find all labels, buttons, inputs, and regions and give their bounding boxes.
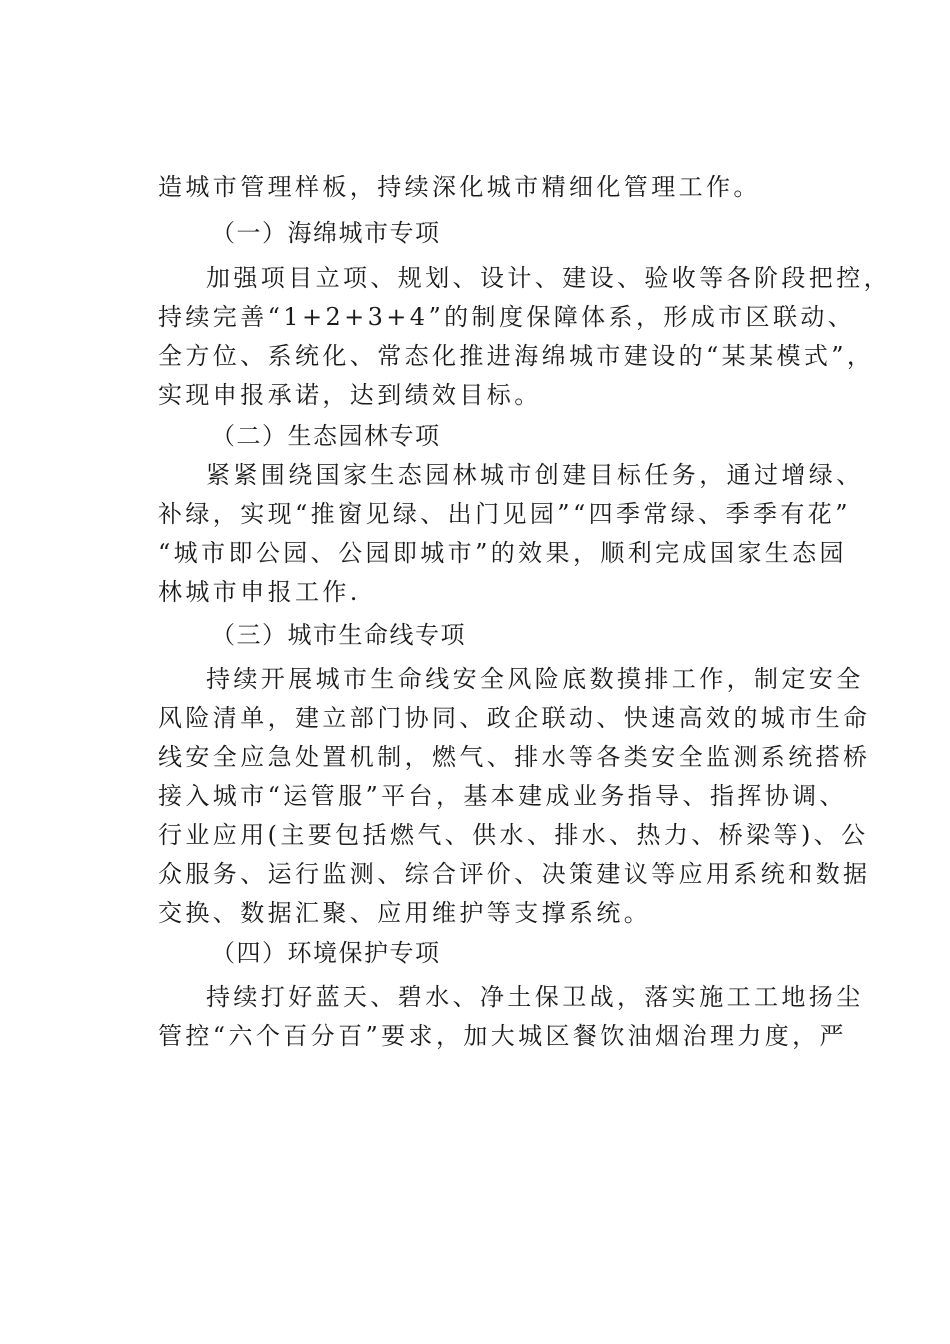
paragraph-line: 造城市管理样板，持续深化城市精细化管理工作。 — [158, 173, 761, 201]
paragraph-line: 接入城市“运管服”平台，基本建成业务指导、指挥协调、 — [158, 782, 847, 810]
section-heading-ecological-garden: （二）生态园林专项 — [211, 422, 441, 450]
paragraph-line: “城市即公园、公园即城市”的效果，顺利完成国家生态园 — [158, 539, 847, 567]
paragraph-line: 持续完善“1+2+3+4”的制度保障体系，形成市区联动、 — [158, 303, 856, 331]
section-heading-environmental-protection: （四）环境保护专项 — [211, 939, 441, 967]
paragraph-line: 全方位、系统化、常态化推进海绵城市建设的“某某模式”， — [158, 342, 875, 370]
paragraph-line: 补绿，实现“推窗见绿、出门见园”“四季常绿、季季有花” — [158, 500, 851, 528]
paragraph-line: 线安全应急处置机制，燃气、排水等各类安全监测系统搭桥 — [158, 743, 871, 771]
paragraph-line: 持续开展城市生命线安全风险底数摸排工作，制定安全 — [206, 665, 864, 693]
paragraph-line: 林城市申报工作. — [158, 578, 361, 606]
paragraph-line: 风险清单，建立部门协同、政企联动、快速高效的城市生命 — [158, 704, 871, 732]
paragraph-line: 交换、数据汇聚、应用维护等支撑系统。 — [158, 899, 652, 927]
paragraph-line: 众服务、运行监测、综合评价、决策建议等应用系统和数据 — [158, 860, 871, 888]
paragraph-line: 管控“六个百分百”要求，加大城区餐饮油烟治理力度，严 — [158, 1022, 847, 1050]
paragraph-line: 紧紧围绕国家生态园林城市创建目标任务，通过增绿、 — [206, 461, 864, 489]
paragraph-line: 实现申报承诺，达到绩效目标。 — [158, 381, 542, 409]
section-heading-sponge-city: （一）海绵城市专项 — [211, 219, 441, 247]
paragraph-line: 行业应用(主要包括燃气、供水、排水、热力、桥梁等)、公 — [158, 821, 869, 849]
paragraph-line: 加强项目立项、规划、设计、建设、验收等各阶段把控， — [206, 264, 891, 292]
section-heading-city-lifeline: （三）城市生命线专项 — [211, 621, 466, 649]
paragraph-line: 持续打好蓝天、碧水、净土保卫战，落实施工工地扬尘 — [206, 983, 864, 1011]
